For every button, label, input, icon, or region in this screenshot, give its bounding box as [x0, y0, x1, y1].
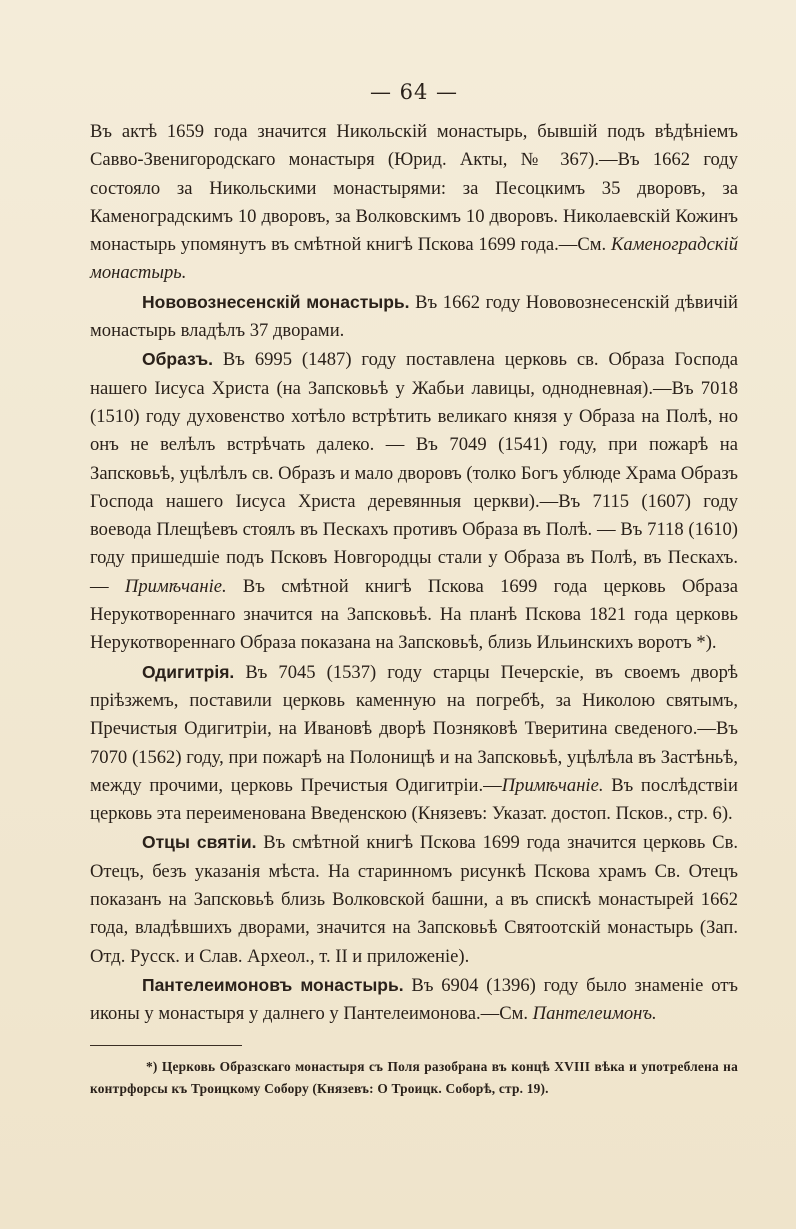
paragraph-panteleimonov: [90, 971, 738, 1029]
entry-heading: Пантелеимоновъ монастырь.: [142, 974, 404, 995]
entry-heading: Отцы святiи.: [142, 832, 257, 853]
paragraph-text: Въ 7045 (1537) году старцы Печерскiе, въ своемъ дворѣ прiѣзжемъ, поставили церковь каменную на погребѣ, за Николою святымъ, Пречистыя Одигитрiи, на Ивановѣ дворѣ Позняковѣ Тверитина сведеного.—Въ 7070 (1562) году, при пожарѣ на Полонищѣ и на Запсковьѣ, уцѣлѣла въ Застѣньѣ, между прочими, церковь Пречистыя Одигитрiи.—: [90, 661, 738, 796]
paragraph-novovoznesensky: [90, 288, 738, 346]
cross-reference: Каменоградскiй монастырь.: [90, 234, 738, 284]
page-number: — 64 —: [369, 80, 459, 104]
paragraph-text: Въ 6904 (1396) году было знаменiе отъ иконы у монастыря у далнего у Пантелеимонова.—См.: [90, 974, 738, 1025]
paragraph-text: Въ актѣ 1659 года значится Никольскiй монастырь, бывшiй подъ вѣдѣнiемъ Савво-Звенигородскаго монастыря (Юрид. Акты, № 367).—Въ 1662 году состояло за Никольскими монастырями: за Песоцкимъ 35 дворовъ, за Каменоградскимъ 10 дворовъ, за Волковскимъ 10 дворовъ. Николаевскiй Кожинъ монастырь упомянутъ въ смѣтной книгѣ Пскова 1699 года.—См.: [90, 121, 738, 256]
paragraph-text-continued: Въ послѣдствiи церковь эта переименована Введенскою (Князевъ: Указат. достоп. Псков., стр. 6).: [90, 774, 739, 825]
paragraph-obraz: [90, 345, 738, 657]
paragraph-nikolsky: [90, 118, 738, 288]
cross-reference: Пантелеимонъ.: [532, 1003, 657, 1025]
paragraph-text: Въ смѣтной книгѣ Пскова 1699 года значится церковь Св. Отецъ, безъ указанiя мѣста. На старинномъ рисункѣ Пскова храмъ Св. Отецъ показанъ на Запсковьѣ близь Волковской башни, а въ спискѣ монастырей 1662 года, владѣвшихъ дворами, значится на Запсковьѣ Святоотскiй монастырь (Зап. Отд. Русск. и Слав. Археол., т. II и приложенiе).: [90, 832, 738, 967]
entry-heading: Нововознесенскiй монастырь.: [142, 291, 410, 312]
paragraph-text: Въ 1662 году Нововознесенскiй дѣвичiй монастырь владѣлъ 37 дворами.: [90, 291, 738, 342]
entry-heading: Образъ.: [142, 349, 213, 370]
paragraph-odigitria: [90, 658, 738, 829]
note-label: Примѣчанiе.: [124, 575, 227, 597]
footnote-divider: [90, 1045, 242, 1046]
paragraph-ottsy-svyatii: [90, 828, 738, 970]
paragraph-text: Въ 6995 (1487) году поставлена церковь св. Образа Господа нашего Iисуса Христа (на Запсковьѣ у Жабьи лавицы, однодневная).—Въ 7018 (1510) году духовенство хотѣло встрѣтить великаго князя у Образа на Полѣ, но онъ не велѣлъ встрѣчать далеко. — Въ 7049 (1541) году, при пожарѣ на Запсковьѣ, уцѣлѣлъ св. Образъ и мало дворовъ (толко Богъ ублюде Храма Образъ Господа нашего Iисуса Христа деревянныя церкви).—Въ 7115 (1607) году воевода Плещѣевъ стоялъ въ Пескахъ противъ Образа въ Полѣ. — Въ 7118 (1610) году пришедшiе подъ Псковъ Новгородцы стали у Образа въ Полѣ, въ Пескахъ. —: [90, 349, 738, 597]
entry-heading: Одигитрiя.: [142, 661, 235, 682]
note-label: Примѣчанiе.: [501, 774, 604, 796]
footnote: *) Церковь Образскаго монастыря съ Поля разобрана въ концѣ XVIII вѣка и употреблена на контрфорсы къ Троицкому Собору (Князевъ: О Троицк. Соборѣ, стр. 19).: [90, 1058, 738, 1096]
paragraph-text-continued: Въ смѣтной книгѣ Пскова 1699 года церковь Образа Нерукотвореннаго значится на Запсковьѣ. На планѣ Пскова 1821 года церковь Нерукотвореннаго Образа показана на Запсковьѣ, близь Ильинскихъ воротъ *).: [90, 575, 738, 654]
